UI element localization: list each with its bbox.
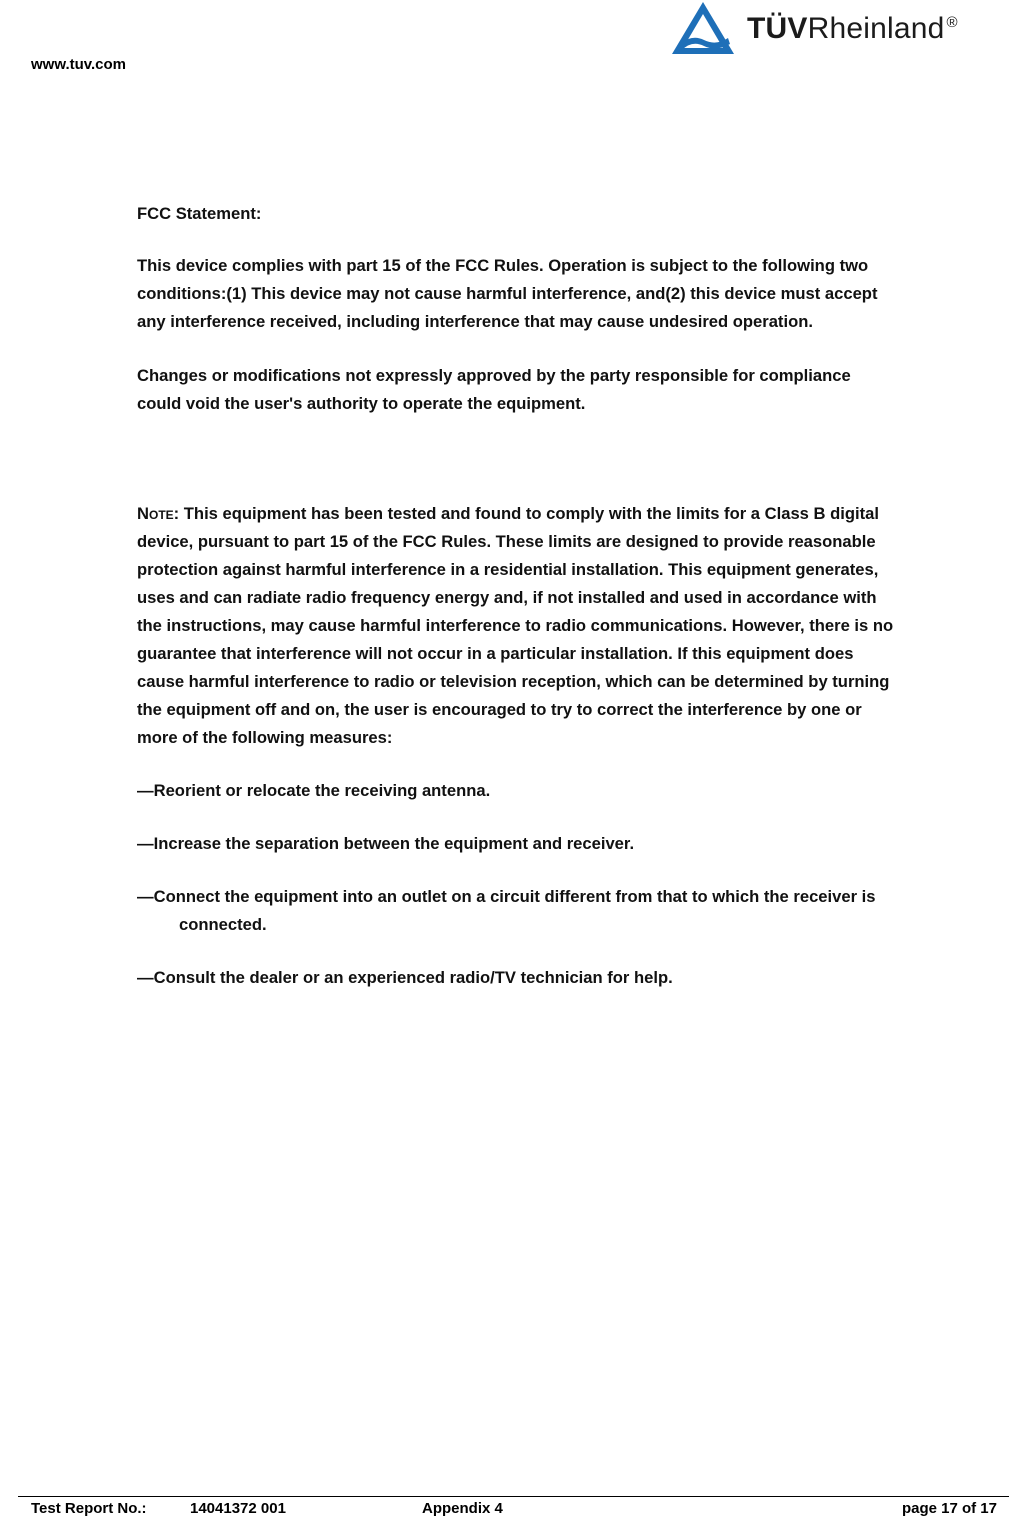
fcc-heading: FCC Statement: — [137, 204, 262, 223]
tuv-rheinland-logo — [668, 0, 998, 60]
measure-item: —Increase the separation between the equipment and receiver. — [137, 834, 635, 853]
measure-item: —Connect the equipment into an outlet on a circuit different from that to which the receiver is connected. — [137, 887, 876, 934]
page-number: page 17 of 17 — [901, 1500, 997, 1517]
modifications-paragraph: Changes or modifications not expressly approved by the party responsible for compliance could void the user's authority to operate the equipment. — [137, 366, 851, 413]
logo-wordmark: TÜVRheinland ® — [747, 12, 958, 45]
note-paragraph — [137, 500, 897, 752]
measure-item: —Consult the dealer or an experienced radio/TV technician for help. — [137, 968, 673, 987]
fcc-statement-body — [137, 200, 897, 1017]
appendix-label: Appendix 4 — [422, 1500, 503, 1517]
site-url: www.tuv.com — [31, 56, 127, 73]
note-label: Note: — [137, 504, 180, 523]
triangle-logo-icon — [668, 0, 738, 58]
note-text: This equipment has been tested and found to comply with the limits for a Class B digital device, pursuant to part 15 of the FCC Rules. These limits are designed to provide reasonable protection against harmful interference in a residential installation. This equipment generates, uses and can radiate radio frequency energy and, if not installed and used in accordance with the instructions, may cause harmful interference to radio communications. However, there is no guarantee that interference will not occur in a particular installation. If this equipment does cause harmful interference to radio or television reception, which can be determined by turning the equipment off and on, the user is encouraged to try to correct the interference by one or more of the following measures: — [137, 504, 894, 747]
report-number: 14041372 001 — [190, 1500, 286, 1517]
footer-divider — [18, 1496, 1009, 1497]
measure-item: —Reorient or relocate the receiving antenna. — [137, 781, 491, 800]
report-label: Test Report No.: — [31, 1500, 147, 1517]
compliance-paragraph: This device complies with part 15 of the FCC Rules. Operation is subject to the following two conditions:(1) This device may not cause harmful interference, and(2) this device must accept any interference received, including interference that may cause undesired operation. — [137, 256, 878, 331]
